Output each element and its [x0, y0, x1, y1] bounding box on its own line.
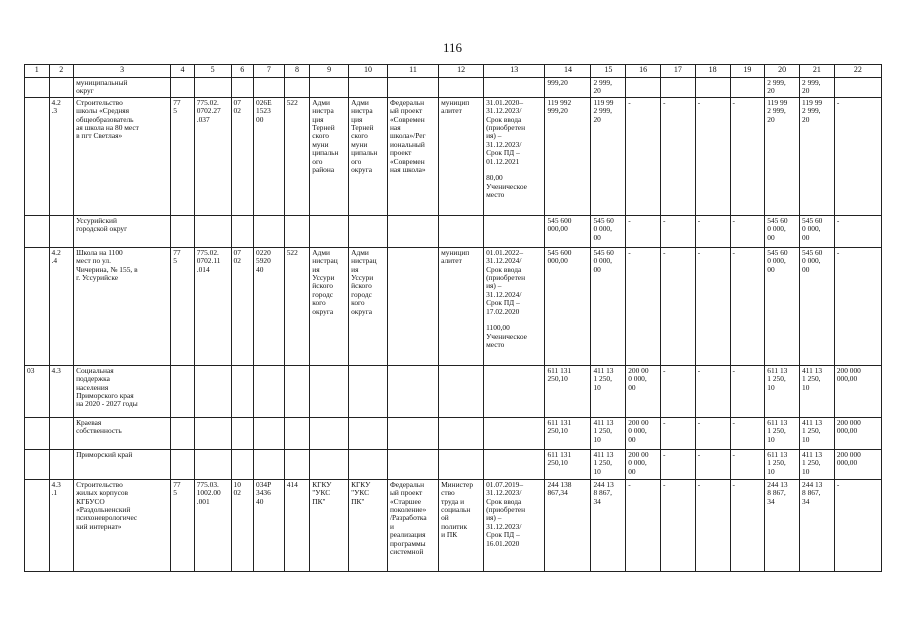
- table-row: [25, 215, 882, 247]
- table-cell: 200 00 0 000, 00: [626, 449, 661, 479]
- table-cell: [49, 417, 74, 449]
- table-cell: [310, 417, 349, 449]
- table-cell: 03: [25, 365, 50, 417]
- table-cell: Адми нистрац ия Уссури йского городс кого округа: [349, 247, 388, 365]
- table-cell: 4.3 .1: [49, 479, 74, 571]
- table-cell: [349, 449, 388, 479]
- table-cell: [695, 78, 730, 98]
- column-header: 2: [49, 65, 74, 78]
- table-cell: [439, 78, 484, 98]
- table-cell: [171, 417, 195, 449]
- table-cell: -: [730, 97, 765, 215]
- budget-table: [24, 64, 882, 572]
- column-header: 21: [800, 65, 835, 78]
- column-header: 10: [349, 65, 388, 78]
- table-cell: 01.07.2019– 31.12.2023/ Срок ввода (приобретен ия) – 31.12.2023/ Срок ПД – 16.01.2020: [484, 479, 545, 571]
- table-cell: 119 99 2 999, 20: [800, 97, 835, 215]
- table-cell: 611 131 250,10: [545, 417, 591, 449]
- table-cell: [310, 78, 349, 98]
- table-cell: Адми нистра ция Терней ского муни ципальн ого района: [310, 97, 349, 215]
- header-row: [25, 65, 882, 78]
- table-cell: -: [730, 247, 765, 365]
- table-cell: -: [660, 247, 695, 365]
- table-cell: [231, 449, 253, 479]
- table-cell: [387, 449, 438, 479]
- table-cell: [254, 417, 285, 449]
- column-header: 1: [25, 65, 50, 78]
- column-header: 17: [660, 65, 695, 78]
- table-cell: -: [626, 247, 661, 365]
- table-cell: КГКУ "УКС ПК": [310, 479, 349, 571]
- table-cell: -: [730, 417, 765, 449]
- table-cell: 200 00 0 000, 00: [626, 417, 661, 449]
- table-cell: 07 02: [231, 247, 253, 365]
- table-cell: [484, 417, 545, 449]
- table-cell: 2 999, 20: [765, 78, 800, 98]
- table-cell: -: [660, 97, 695, 215]
- table-cell: -: [660, 417, 695, 449]
- table-cell: [194, 449, 231, 479]
- table-cell: [231, 417, 253, 449]
- table-cell: 775.02. 0702.11 .014: [194, 247, 231, 365]
- table-cell: 411 13 1 250, 10: [591, 365, 626, 417]
- table-cell: КГКУ "УКС ПК": [349, 479, 388, 571]
- table-cell: [284, 417, 310, 449]
- table-cell: [49, 78, 74, 98]
- table-cell: 411 13 1 250, 10: [591, 417, 626, 449]
- table-cell: Федеральн ый проект «Старшее поколение» /Разработка и реализация программы системной: [387, 479, 438, 571]
- column-header: 18: [695, 65, 730, 78]
- table-cell: 4.2 .4: [49, 247, 74, 365]
- table-row: [25, 449, 882, 479]
- table-cell: Краевая собственность: [74, 417, 171, 449]
- column-header: 8: [284, 65, 310, 78]
- table-cell: Социальная поддержка населения Приморского края на 2020 - 2027 годы: [74, 365, 171, 417]
- table-cell: 01.01.2022– 31.12.2024/ Срок ввода (приобретен ия) – 31.12.2024/ Срок ПД – 17.02.2020 1100,00 Ученическое место: [484, 247, 545, 365]
- table-cell: [484, 449, 545, 479]
- table-cell: 775.03. 1002.00 .001: [194, 479, 231, 571]
- column-header: 12: [439, 65, 484, 78]
- table-cell: -: [730, 215, 765, 247]
- table-cell: [49, 449, 74, 479]
- table-cell: [254, 78, 285, 98]
- page-number: 116: [442, 40, 463, 55]
- table-cell: [25, 417, 50, 449]
- table-cell: [194, 417, 231, 449]
- table-cell: муницип алитет: [439, 247, 484, 365]
- table-cell: [194, 78, 231, 98]
- table-cell: [25, 215, 50, 247]
- table-cell: [484, 78, 545, 98]
- table-cell: -: [834, 215, 881, 247]
- table-cell: 2 999, 20: [591, 78, 626, 98]
- column-header: 19: [730, 65, 765, 78]
- column-header: 3: [74, 65, 171, 78]
- table-cell: -: [730, 365, 765, 417]
- table-cell: -: [695, 417, 730, 449]
- table-cell: муниципальный округ: [74, 78, 171, 98]
- table-cell: 611 131 250,10: [545, 365, 591, 417]
- table-cell: 244 13 8 867, 34: [765, 479, 800, 571]
- table-cell: -: [834, 247, 881, 365]
- table-cell: -: [695, 479, 730, 571]
- table-cell: -: [660, 479, 695, 571]
- table-cell: 411 13 1 250, 10: [800, 365, 835, 417]
- table-cell: Школа на 1100 мест по ул. Чичерина, № 155, в г. Уссурийске: [74, 247, 171, 365]
- table-cell: Министер ство труда и социальн ой политик и ПК: [439, 479, 484, 571]
- table-cell: 77 5: [171, 97, 195, 215]
- table-cell: -: [730, 479, 765, 571]
- table-cell: 611 13 1 250, 10: [765, 365, 800, 417]
- table-cell: [349, 78, 388, 98]
- column-header: 20: [765, 65, 800, 78]
- table-cell: [25, 479, 50, 571]
- table-cell: 545 60 0 000, 00: [765, 247, 800, 365]
- table-cell: [25, 97, 50, 215]
- table-cell: [484, 365, 545, 417]
- table-cell: -: [660, 449, 695, 479]
- table-cell: [231, 78, 253, 98]
- table-cell: [387, 78, 438, 98]
- table-cell: [349, 365, 388, 417]
- table-cell: Уссурийский городской округ: [74, 215, 171, 247]
- table-cell: [49, 215, 74, 247]
- table-cell: 4.3: [49, 365, 74, 417]
- table-cell: -: [834, 97, 881, 215]
- table-cell: 034Р 3436 40: [254, 479, 285, 571]
- table-row: [25, 417, 882, 449]
- table-cell: 200 00 0 000, 00: [626, 365, 661, 417]
- table-cell: [387, 247, 438, 365]
- table-cell: 545 60 0 000, 00: [591, 247, 626, 365]
- table-cell: -: [695, 215, 730, 247]
- table-cell: -: [660, 365, 695, 417]
- column-header: 13: [484, 65, 545, 78]
- table-cell: [626, 78, 661, 98]
- table-cell: [284, 449, 310, 479]
- table-cell: -: [626, 215, 661, 247]
- table-cell: [231, 365, 253, 417]
- table-cell: [660, 78, 695, 98]
- table-cell: [254, 365, 285, 417]
- table-cell: [231, 215, 253, 247]
- table-cell: [284, 365, 310, 417]
- table-cell: [310, 449, 349, 479]
- table-cell: [439, 417, 484, 449]
- table-cell: 77 5: [171, 479, 195, 571]
- table-cell: [284, 78, 310, 98]
- table-cell: 545 60 0 000, 00: [591, 215, 626, 247]
- table-cell: 545 60 0 000, 00: [800, 247, 835, 365]
- table-cell: [171, 78, 195, 98]
- table-cell: 545 600 000,00: [545, 247, 591, 365]
- table-cell: 775.02. 0702.27 .037: [194, 97, 231, 215]
- table-cell: Строительство жилых корпусов КГБУСО «Раздольненский психоневрологичес кий интернат»: [74, 479, 171, 571]
- table-cell: [349, 417, 388, 449]
- table-cell: [349, 215, 388, 247]
- table-cell: 200 000 000,00: [834, 449, 881, 479]
- table-cell: -: [695, 97, 730, 215]
- table-cell: 77 5: [171, 247, 195, 365]
- table-cell: 522: [284, 247, 310, 365]
- table-cell: [254, 215, 285, 247]
- table-cell: -: [626, 97, 661, 215]
- table-cell: 611 13 1 250, 10: [765, 449, 800, 479]
- table-cell: [284, 215, 310, 247]
- column-header: 15: [591, 65, 626, 78]
- table-cell: 119 99 2 999, 20: [765, 97, 800, 215]
- table-cell: 10 02: [231, 479, 253, 571]
- table-cell: [171, 365, 195, 417]
- table-cell: [387, 417, 438, 449]
- table-cell: [25, 449, 50, 479]
- table-row: [25, 479, 882, 571]
- table-cell: -: [695, 449, 730, 479]
- table-row: [25, 247, 882, 365]
- table-cell: 119 99 2 999, 20: [591, 97, 626, 215]
- table-cell: [171, 215, 195, 247]
- column-header: 16: [626, 65, 661, 78]
- table-cell: Адми нистрац ия Уссури йского городс кого округа: [310, 247, 349, 365]
- column-header: 22: [834, 65, 881, 78]
- table-cell: 244 138 867,34: [545, 479, 591, 571]
- table-cell: [25, 78, 50, 98]
- table-cell: 522: [284, 97, 310, 215]
- table-cell: муницип алитет: [439, 97, 484, 215]
- column-header: 7: [254, 65, 285, 78]
- table-cell: 200 000 000,00: [834, 417, 881, 449]
- table-row: [25, 365, 882, 417]
- column-header: 6: [231, 65, 253, 78]
- table-cell: 411 13 1 250, 10: [591, 449, 626, 479]
- table-cell: 244 13 8 867, 34: [591, 479, 626, 571]
- table-cell: 411 13 1 250, 10: [800, 449, 835, 479]
- table-cell: 545 60 0 000, 00: [765, 215, 800, 247]
- table-cell: 244 13 8 867, 34: [800, 479, 835, 571]
- table-cell: 611 131 250,10: [545, 449, 591, 479]
- table-cell: Федеральн ый проект «Современ ная школа»/Рег иональный проект «Современ ная школа»: [387, 97, 438, 215]
- table-cell: 31.01.2020– 31.12.2023/ Срок ввода (приобретен ия) – 31.12.2023/ Срок ПД – 01.12.2021 80,00 Ученическое место: [484, 97, 545, 215]
- column-header: 4: [171, 65, 195, 78]
- table-cell: [730, 78, 765, 98]
- table-cell: [310, 215, 349, 247]
- table-cell: [439, 365, 484, 417]
- table-row: [25, 97, 882, 215]
- column-header: 5: [194, 65, 231, 78]
- table-cell: [387, 215, 438, 247]
- table-cell: 119 992 999,20: [545, 97, 591, 215]
- table-cell: [439, 215, 484, 247]
- table-cell: 07 02: [231, 97, 253, 215]
- table-cell: -: [695, 365, 730, 417]
- table-cell: [171, 449, 195, 479]
- table-cell: [834, 78, 881, 98]
- column-header: 11: [387, 65, 438, 78]
- table-cell: [194, 365, 231, 417]
- table-row: [25, 78, 882, 98]
- table-cell: [387, 365, 438, 417]
- table-cell: 611 13 1 250, 10: [765, 417, 800, 449]
- table-cell: 999,20: [545, 78, 591, 98]
- table-cell: 4.2 .3: [49, 97, 74, 215]
- table-cell: Строительство школы «Средняя общеобразователь ая школа на 80 мест в пгт Светлая»: [74, 97, 171, 215]
- table-cell: -: [660, 215, 695, 247]
- table-cell: 545 600 000,00: [545, 215, 591, 247]
- table-cell: 026Е 1523 00: [254, 97, 285, 215]
- table-cell: [310, 365, 349, 417]
- table-cell: 545 60 0 000, 00: [800, 215, 835, 247]
- table-cell: [439, 449, 484, 479]
- table-cell: 411 13 1 250, 10: [800, 417, 835, 449]
- table-cell: -: [695, 247, 730, 365]
- table-cell: 2 999, 20: [800, 78, 835, 98]
- table-cell: -: [626, 479, 661, 571]
- table-cell: Приморский край: [74, 449, 171, 479]
- table-cell: [484, 215, 545, 247]
- column-header: 14: [545, 65, 591, 78]
- table-cell: Адми нистра ция Терней ского муни ципальн ого округа: [349, 97, 388, 215]
- table-cell: -: [834, 479, 881, 571]
- table-cell: 0220 5920 40: [254, 247, 285, 365]
- column-header: 9: [310, 65, 349, 78]
- table-cell: 414: [284, 479, 310, 571]
- table-cell: [254, 449, 285, 479]
- table-cell: -: [730, 449, 765, 479]
- table-cell: [194, 215, 231, 247]
- table-cell: [25, 247, 50, 365]
- table-cell: 200 000 000,00: [834, 365, 881, 417]
